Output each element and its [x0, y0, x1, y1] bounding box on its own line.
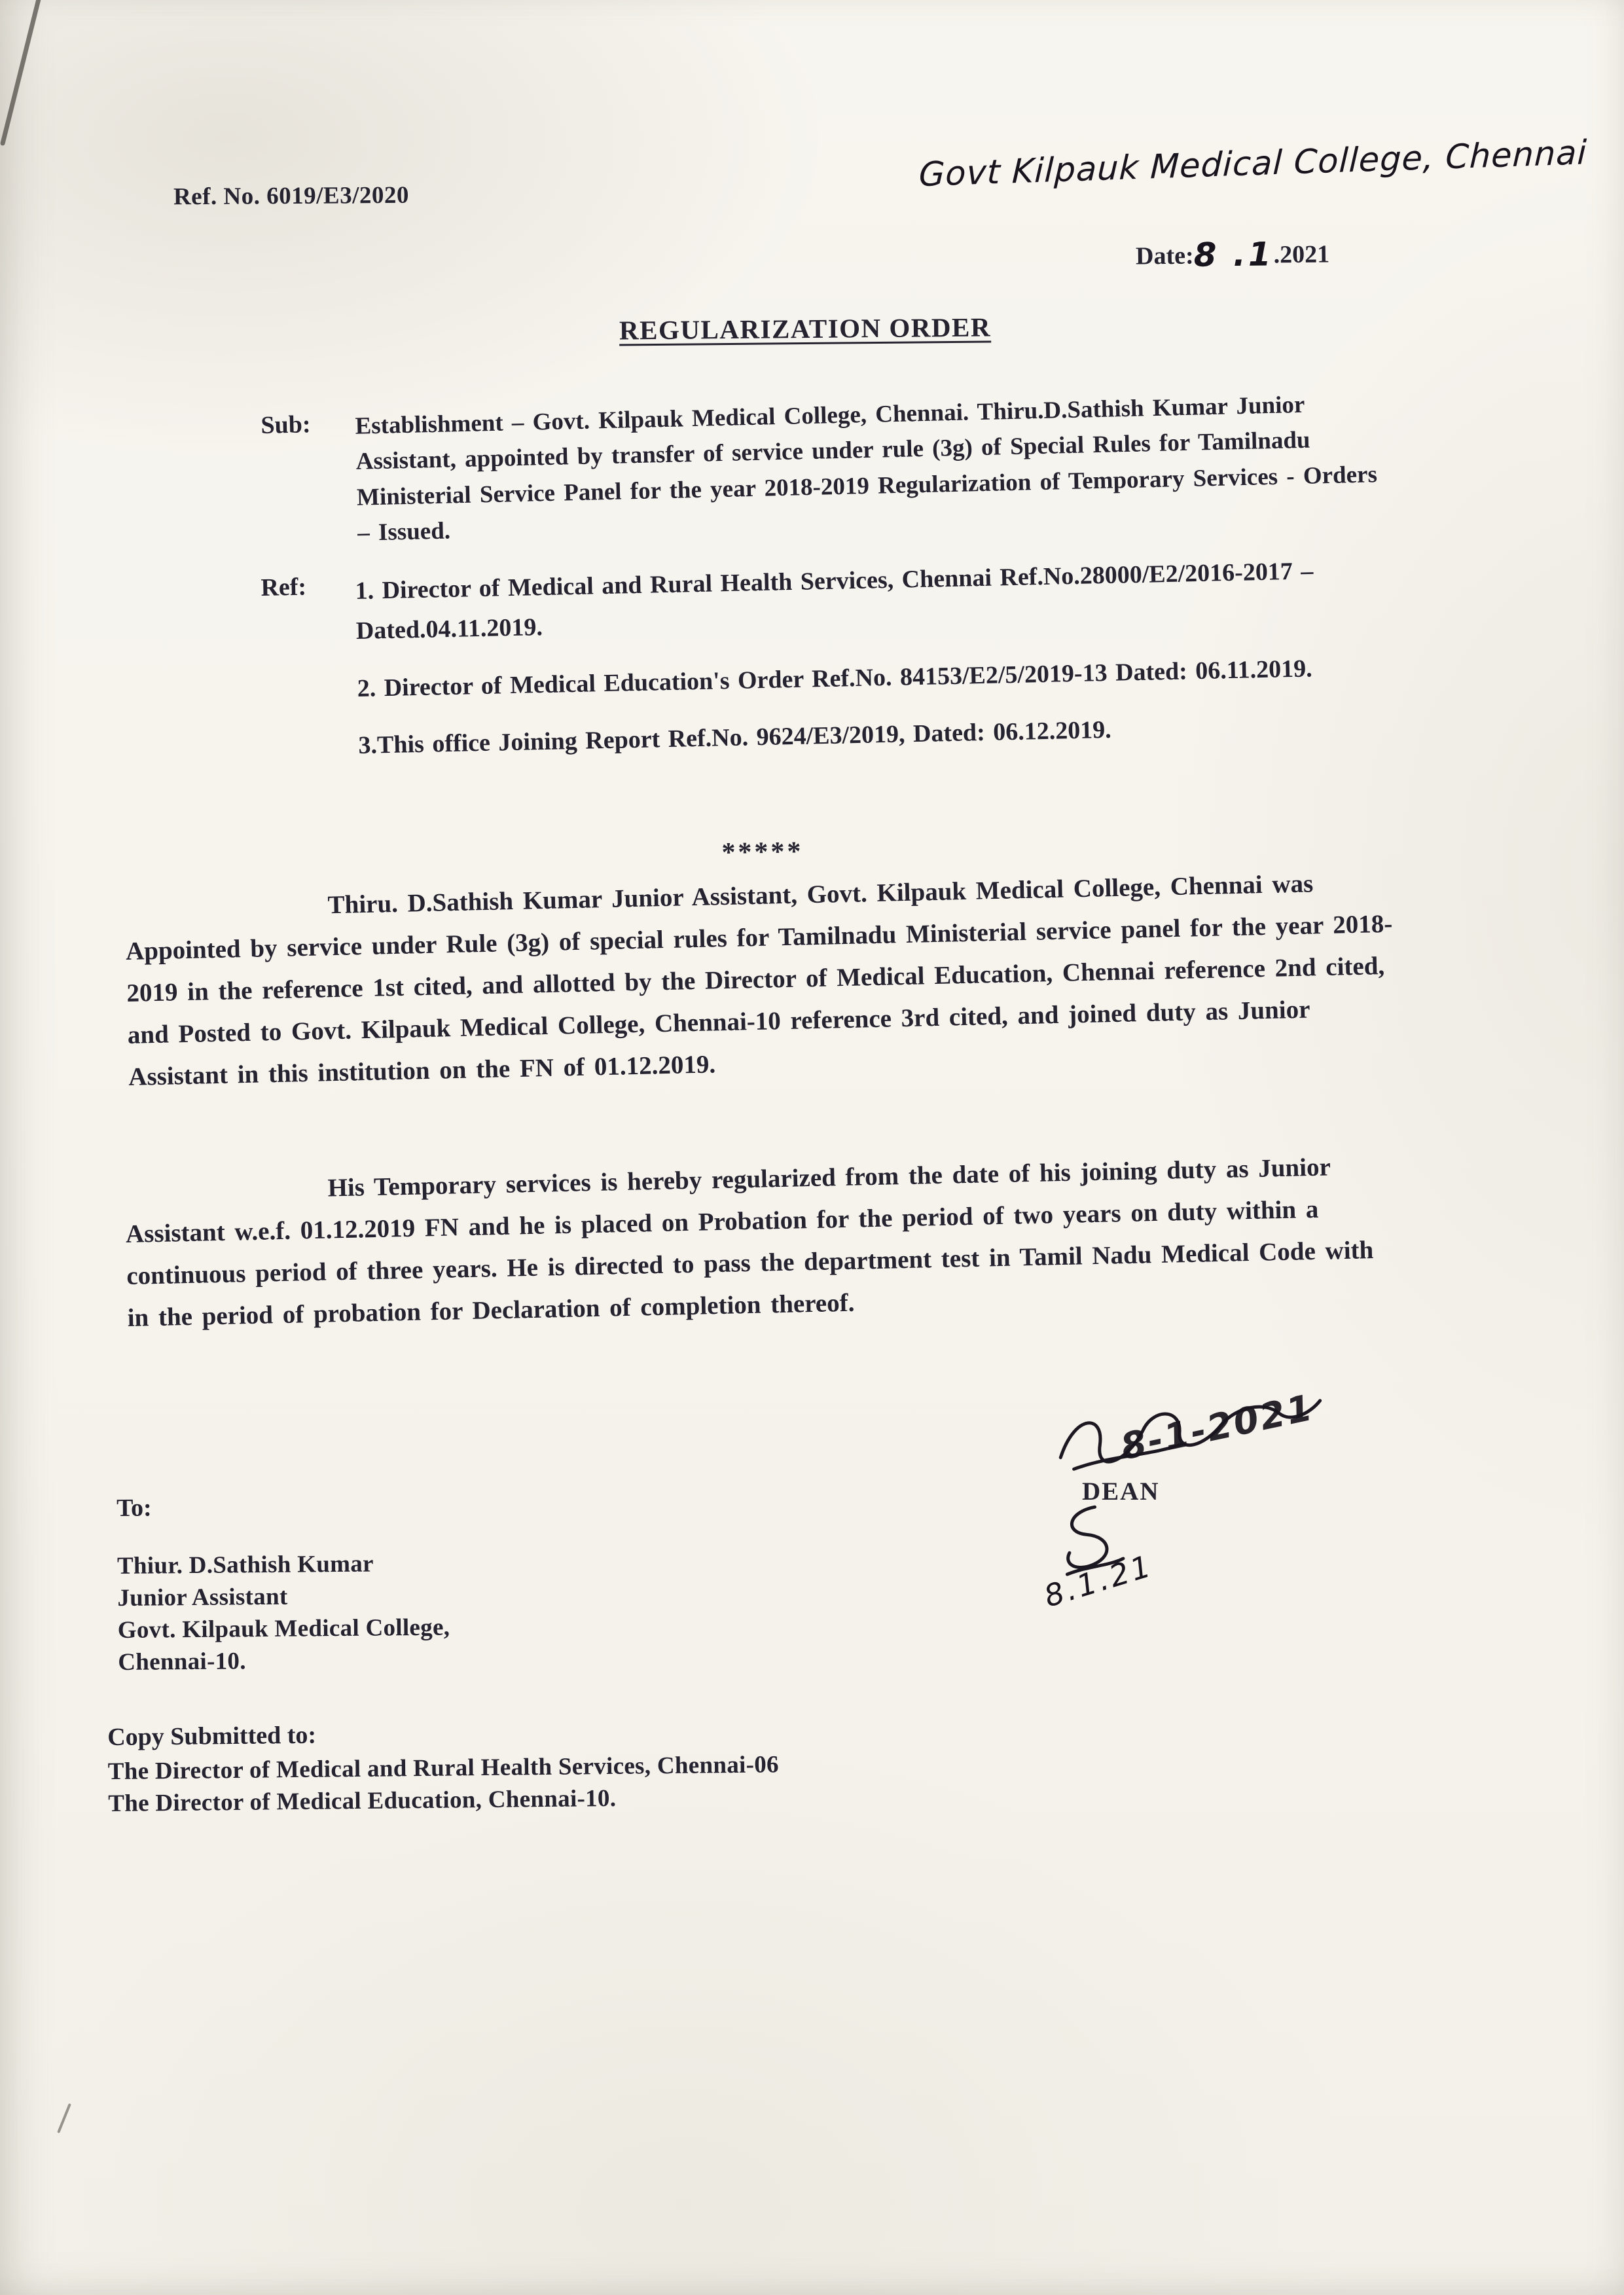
- reference-item-3: 3.This office Joining Report Ref.No. 9624/E3/2019, Dated: 06.12.2019.: [358, 716, 1112, 760]
- handwritten-signature-date: 8-1-2021: [1117, 1386, 1318, 1468]
- handwritten-college-name: Govt Kilpauk Medical College, Chennai: [918, 134, 1588, 195]
- addressee-city: Chennai-10.: [118, 1648, 246, 1676]
- addressee-label: To:: [117, 1494, 152, 1522]
- signature-block: [1031, 1386, 1424, 1614]
- references-label: Ref:: [261, 573, 307, 602]
- body-paragraph-regularization: His Temporary services is hereby regularized from the date of his joining duty as Junior Assistant w.e.f. 01.12.2019 FN and he is placed on Probation for the period of two years on duty within a continuous period of three years. He is directed to pass the department test in Tamil Nadu Medical Code with in the period of probation for Declaration of completion thereof.: [125, 1153, 1374, 1332]
- reference-item-1: 1. Director of Medical and Rural Health Services, Chennai Ref.No.28000/E2/2016-2017 – Dated.04.11.2019.: [355, 557, 1314, 645]
- addressee-designation: Junior Assistant: [117, 1583, 288, 1612]
- references-section: [261, 549, 1436, 786]
- copy-submitted-label: Copy Submitted to:: [107, 1721, 317, 1751]
- handwritten-initial-date: 8.1.21: [1039, 1547, 1157, 1614]
- addressee-name: Thiur. D.Sathish Kumar: [117, 1550, 374, 1580]
- date-year: .2021: [1273, 240, 1330, 269]
- body-paragraph-appointment: Thiru. D.Sathish Kumar Junior Assistant, Govt. Kilpauk Medical College, Chennai was Appointed by service under Rule (3g) of special rules for Tamilnadu Ministerial service panel for the year 2018-2019 in the reference 1st cited, and allotted by the Director of Medical Education, Chennai reference 2nd cited, and Posted to Govt. Kilpauk Medical College, Chennai-10 reference 3rd cited, and joined duty as Junior Assistant in this institution on the FN of 01.12.2019.: [125, 869, 1393, 1091]
- references-list: [355, 549, 1406, 784]
- addressee-section: [117, 1491, 450, 1678]
- scan-stray-mark: [57, 2103, 71, 2133]
- date-line: [1136, 232, 1330, 272]
- copy-recipient-2: The Director of Medical Education, Chennai-10.: [108, 1784, 617, 1817]
- reference-item-2: 2. Director of Medical Education's Order Ref.No. 84153/E2/5/2019-13 Dated: 06.11.2019.: [357, 654, 1313, 702]
- date-label: Date:: [1135, 242, 1194, 270]
- copy-recipient-1: The Director of Medical and Rural Health Services, Chennai-06: [107, 1751, 780, 1785]
- document-title: REGULARIZATION ORDER: [619, 312, 992, 346]
- subject-label: Sub:: [261, 410, 312, 439]
- handwritten-date-day-month: 8 .1: [1193, 235, 1274, 274]
- subject-section: [261, 384, 1435, 553]
- ref-number: Ref. No. 6019/E3/2020: [173, 181, 410, 211]
- copy-submitted-section: [107, 1716, 780, 1820]
- asterisk-separator: *****: [721, 837, 804, 868]
- addressee-institution: Govt. Kilpauk Medical College,: [117, 1614, 450, 1644]
- scan-edge-artifact: [0, 0, 44, 146]
- subject-text: Establishment – Govt. Kilpauk Medical College, Chennai. Thiru.D.Sathish Kumar Junior Assistant, appointed by transfer of service under rule (3g) of Special Rules for Tamilnadu Ministerial Service Panel for the year 2018-2019 Regularization of Temporary Services - Orders – Issued.: [355, 391, 1378, 547]
- dean-label: DEAN: [1082, 1477, 1160, 1506]
